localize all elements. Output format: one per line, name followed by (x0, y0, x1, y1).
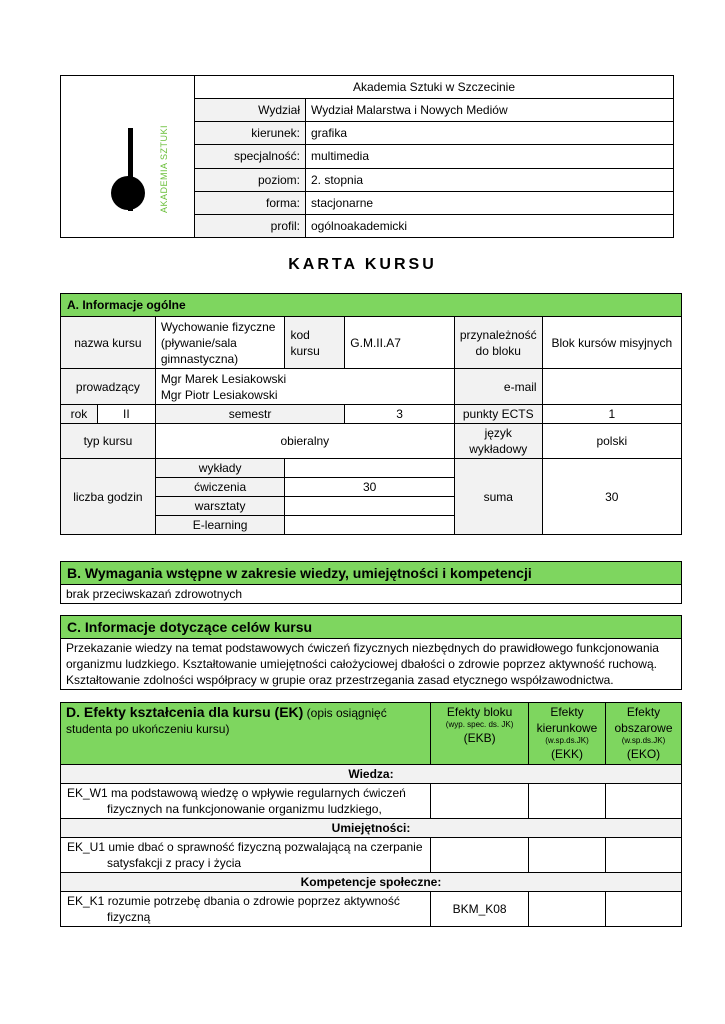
faculty-label: Wydział (195, 99, 306, 122)
ek-w1-line1: EK_W1 ma podstawową wiedzę o wpływie regularnych ćwiczeń (67, 786, 406, 800)
ek-k1-ekb: BKM_K08 (431, 892, 529, 927)
year-label: rok (61, 405, 98, 424)
sum-value: 30 (542, 459, 681, 535)
field-value: grafika (306, 122, 674, 145)
level-value: 2. stopnia (306, 168, 674, 191)
col-eko-note: (w.sp.ds.JK) (621, 736, 666, 745)
col-ekk-header (529, 703, 606, 765)
section-c-heading: C. Informacje dotyczące celów kursu (61, 616, 682, 639)
section-a-table (60, 293, 682, 535)
hours-elearning-value (285, 516, 454, 535)
hours-exercises-label: ćwiczenia (155, 478, 285, 497)
hours-workshops-value (285, 497, 454, 516)
course-name-value: Wychowanie fizyczne (pływanie/sala gimnastyczna) (155, 317, 285, 369)
hours-lectures-value (285, 459, 454, 478)
language-value: polski (542, 424, 681, 459)
logo-cell (61, 76, 195, 238)
block-value: Blok kursów misyjnych (542, 317, 681, 369)
category-social: Kompetencje społeczne: (61, 873, 682, 892)
level-label: poziom: (195, 168, 306, 191)
header-table (60, 75, 674, 238)
section-b-table (60, 561, 682, 604)
email-value (542, 369, 681, 405)
ects-label: punkty ECTS (454, 405, 542, 424)
section-d-heading: D. Efekty kształcenia dla kursu (EK) (66, 704, 304, 720)
section-c-text: Przekazanie wiedzy na temat podstawowych ćwiczeń fizycznych niezbędnych do prawidłowego funkcjonowania organizmu ludzkiego. Kształtowanie umiejętności całożyciowej dbałości o zdrowie poprzez aktywność ruchową. Kształtowanie zdolności współpracy w grupie oraz przestrzegania zasad etycznego współzawodnictwa. (61, 639, 682, 690)
section-b-heading: B. Wymagania wstępne w zakresie wiedzy, umiejętności i kompetencji (61, 562, 682, 585)
section-c-table (60, 615, 682, 690)
section-d-table (60, 702, 682, 927)
profile-label: profil: (195, 214, 306, 237)
academy-logo (61, 76, 194, 237)
ek-k1-ekk (529, 892, 606, 927)
form-value: stacjonarne (306, 191, 674, 214)
course-type-value: obieralny (155, 424, 454, 459)
institution-name: Akademia Sztuki w Szczecinie (195, 76, 674, 99)
ek-w1-eko (606, 784, 682, 819)
section-d-heading-note: (opis osiągnięć studenta po ukończeniu kursu) (66, 706, 387, 736)
sum-label: suma (454, 459, 542, 535)
col-ekb-note: (wyp. spec. ds. JK) (445, 720, 514, 729)
ek-w1-ekb (431, 784, 529, 819)
specialty-value: multimedia (306, 145, 674, 168)
logo-text: AKADEMIA SZTUKI (159, 124, 169, 213)
profile-value: ogólnoakademicki (306, 214, 674, 237)
ek-k1 (61, 892, 431, 927)
specialty-label: specjalność: (195, 145, 306, 168)
ek-w1 (61, 784, 431, 819)
ek-w1-line2: fizycznych na funkcjonowanie organizmu ludzkiego, (107, 802, 382, 816)
hours-lectures-label: wykłady (155, 459, 285, 478)
form-label: forma: (195, 191, 306, 214)
logo-dot (111, 176, 145, 210)
hours-workshops-label: warsztaty (155, 497, 285, 516)
instructors-value (155, 369, 454, 405)
col-ekk-title: Efekty kierunkowe (536, 705, 598, 735)
ek-k1-eko (606, 892, 682, 927)
year-value: II (97, 405, 155, 424)
instructor-2: Mgr Piotr Lesiakowski (160, 387, 278, 402)
semester-value: 3 (345, 405, 455, 424)
ek-u1 (61, 838, 431, 873)
category-knowledge: Wiedza: (61, 765, 682, 784)
col-ekb-title: Efekty bloku (446, 705, 513, 719)
ek-u1-line2: satysfakcji z pracy i życia (107, 856, 242, 870)
ek-k1-line1: EK_K1 rozumie potrzebę dbania o zdrowie poprzez aktywność (67, 894, 400, 908)
hours-label: liczba godzin (61, 459, 156, 535)
ek-u1-ekb (431, 838, 529, 873)
ek-u1-eko (606, 838, 682, 873)
course-code-label: kod kursu (285, 317, 345, 369)
document-title: KARTA KURSU (288, 256, 437, 273)
course-name-label: nazwa kursu (61, 317, 156, 369)
col-ekk-note: (w.sp.ds.JK) (545, 736, 589, 745)
faculty-value: Wydział Malarstwa i Nowych Mediów (306, 99, 674, 122)
ects-value: 1 (542, 405, 681, 424)
ek-u1-ekk (529, 838, 606, 873)
ek-w1-ekk (529, 784, 606, 819)
course-type-label: typ kursu (61, 424, 156, 459)
col-ekb-abbr: (EKB) (463, 731, 496, 745)
col-eko-abbr: (EKO) (626, 747, 661, 761)
course-code-value: G.M.II.A7 (345, 317, 455, 369)
section-d-heading-cell (61, 703, 431, 765)
ek-k1-line2: fizyczną (107, 910, 151, 924)
col-ekb-header (431, 703, 529, 765)
col-eko-header (606, 703, 682, 765)
category-skills: Umiejętności: (61, 819, 682, 838)
col-eko-title: Efekty obszarowe (614, 705, 673, 735)
section-a-heading: A. Informacje ogólne (61, 294, 682, 317)
section-b-text: brak przeciwskazań zdrowotnych (61, 585, 682, 604)
field-label: kierunek: (195, 122, 306, 145)
block-label: przynależność do bloku (454, 317, 542, 369)
semester-label: semestr (155, 405, 344, 424)
col-ekk-abbr: (EKK) (551, 747, 584, 761)
instructor-1: Mgr Marek Lesiakowski (160, 371, 287, 386)
instructors-label: prowadzący (61, 369, 156, 405)
hours-elearning-label: E-learning (155, 516, 285, 535)
ek-u1-line1: EK_U1 umie dbać o sprawność fizyczną pozwalającą na czerpanie (67, 840, 423, 854)
language-label: język wykładowy (454, 424, 542, 459)
email-label: e-mail (454, 369, 542, 405)
hours-exercises-value: 30 (285, 478, 454, 497)
